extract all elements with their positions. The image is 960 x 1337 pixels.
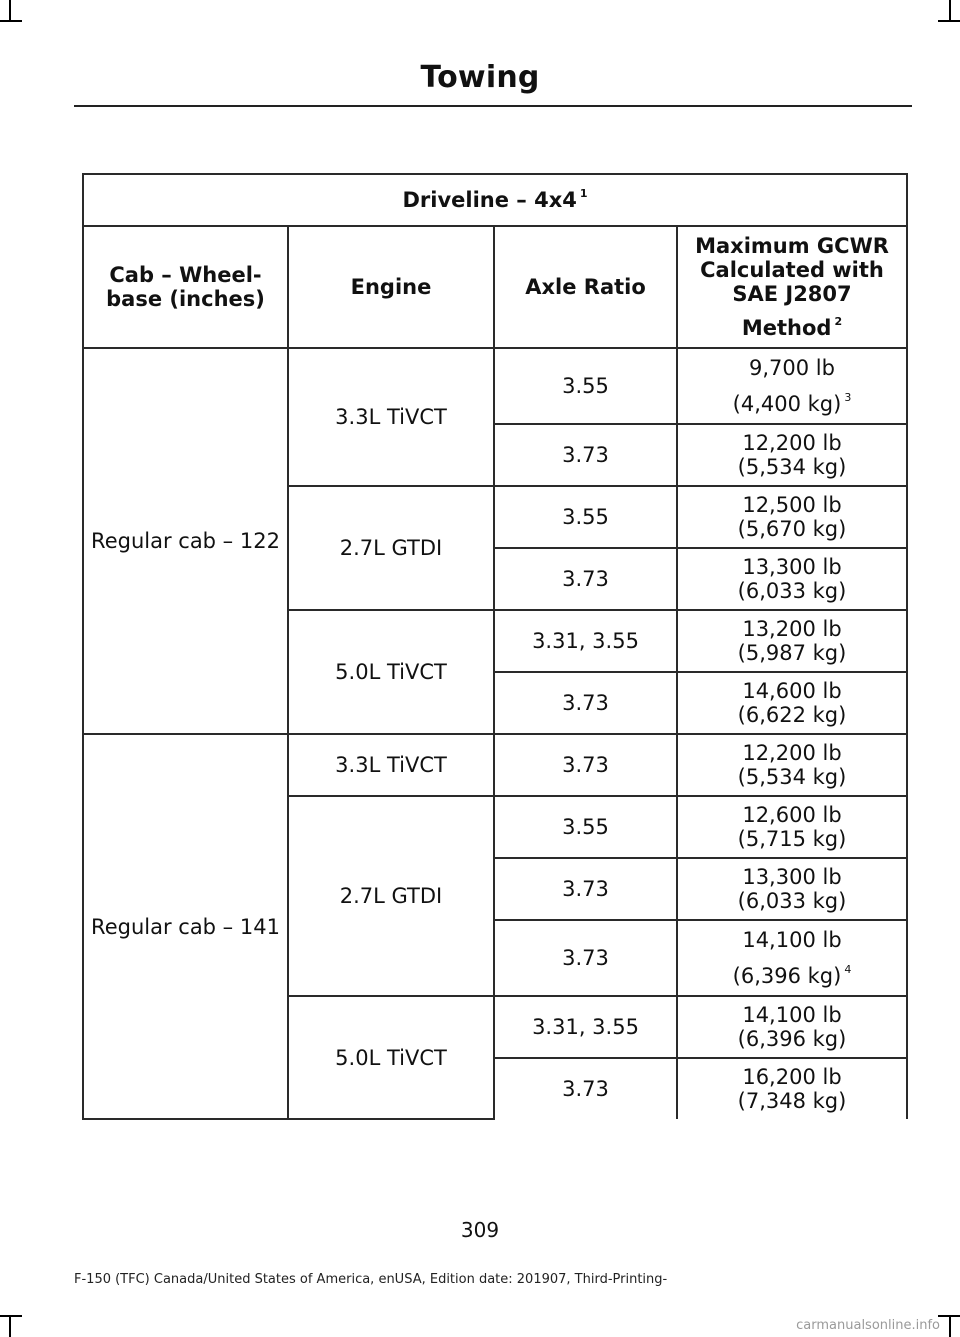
axle-cell: 3.73 <box>494 734 677 796</box>
gcwr-cell: 14,100 lb (6,396 kg) <box>677 996 907 1058</box>
gcwr-cell: 13,300 lb (6,033 kg) <box>677 858 907 920</box>
crop-mark-top-right-v <box>949 0 951 22</box>
crop-mark-top-right-h <box>938 20 960 22</box>
table-row <box>83 734 907 796</box>
crop-mark-bottom-right-v <box>949 1315 951 1337</box>
gcwr-cell: 12,500 lb (5,670 kg) <box>677 486 907 548</box>
watermark: carmanualsonline.info <box>796 1318 940 1333</box>
gcwr-cell: 16,200 lb (7,348 kg) <box>677 1058 907 1119</box>
axle-cell: 3.73 <box>494 920 677 996</box>
gcwr-cell: 14,600 lb (6,622 kg) <box>677 672 907 734</box>
gcwr-cell: 14,100 lb (6,396 kg) $^4$ <box>677 920 907 996</box>
gcwr-cell: 12,600 lb (5,715 kg) <box>677 796 907 858</box>
engine-cell: 3.3L TiVCT <box>288 348 494 486</box>
col-header-axle: Axle Ratio <box>494 226 677 348</box>
axle-cell: 3.55 <box>494 348 677 424</box>
engine-cell: 5.0L TiVCT <box>288 996 494 1119</box>
cab-cell: Regular cab – 141 <box>83 734 288 1119</box>
axle-cell: 3.31, 3.55 <box>494 610 677 672</box>
col-header-cab: Cab – Wheel-base (inches) <box>83 226 288 348</box>
page-number: 309 <box>460 1218 500 1242</box>
footnote-ref: 2 <box>834 315 843 328</box>
crop-mark-top-left-h <box>0 20 22 22</box>
axle-cell: 3.73 <box>494 1058 677 1119</box>
col-header-gcwr: Maximum GCWR Calculated with SAE J2807 Method $^2$ <box>677 226 907 348</box>
footnote-ref: 1 <box>579 187 588 200</box>
engine-cell: 2.7L GTDI <box>288 486 494 610</box>
gcwr-cell: 13,200 lb (5,987 kg) <box>677 610 907 672</box>
axle-cell: 3.73 <box>494 672 677 734</box>
gcwr-cell: 13,300 lb (6,033 kg) <box>677 548 907 610</box>
crop-mark-top-left-v <box>9 0 11 22</box>
axle-cell: 3.31, 3.55 <box>494 996 677 1058</box>
axle-cell: 3.73 <box>494 858 677 920</box>
cab-cell: Regular cab – 122 <box>83 348 288 734</box>
axle-cell: 3.55 <box>494 796 677 858</box>
page-title: Towing <box>420 60 540 95</box>
table-row <box>83 348 907 424</box>
edition-line: F-150 (TFC) Canada/United States of America, enUSA, Edition date: 201907, Third-Printing- <box>74 1272 668 1287</box>
axle-cell: 3.73 <box>494 424 677 486</box>
gcwr-cell: 9,700 lb (4,400 kg) $^3$ <box>677 348 907 424</box>
engine-cell: 2.7L GTDI <box>288 796 494 996</box>
gcwr-cell: 12,200 lb (5,534 kg) <box>677 424 907 486</box>
engine-cell: 3.3L TiVCT <box>288 734 494 796</box>
table-title: Driveline – 4x4 $^1$ <box>83 174 907 226</box>
towing-table <box>82 173 908 1120</box>
header-divider <box>74 105 912 107</box>
axle-cell: 3.73 <box>494 548 677 610</box>
axle-cell: 3.55 <box>494 486 677 548</box>
crop-mark-bottom-right-h <box>938 1315 960 1317</box>
footnote-ref: 4 <box>844 963 852 976</box>
gcwr-cell: 12,200 lb (5,534 kg) <box>677 734 907 796</box>
crop-mark-bottom-left-h <box>0 1315 22 1317</box>
footnote-ref: 3 <box>844 391 852 404</box>
engine-cell: 5.0L TiVCT <box>288 610 494 734</box>
col-header-engine: Engine <box>288 226 494 348</box>
crop-mark-bottom-left-v <box>9 1315 11 1337</box>
